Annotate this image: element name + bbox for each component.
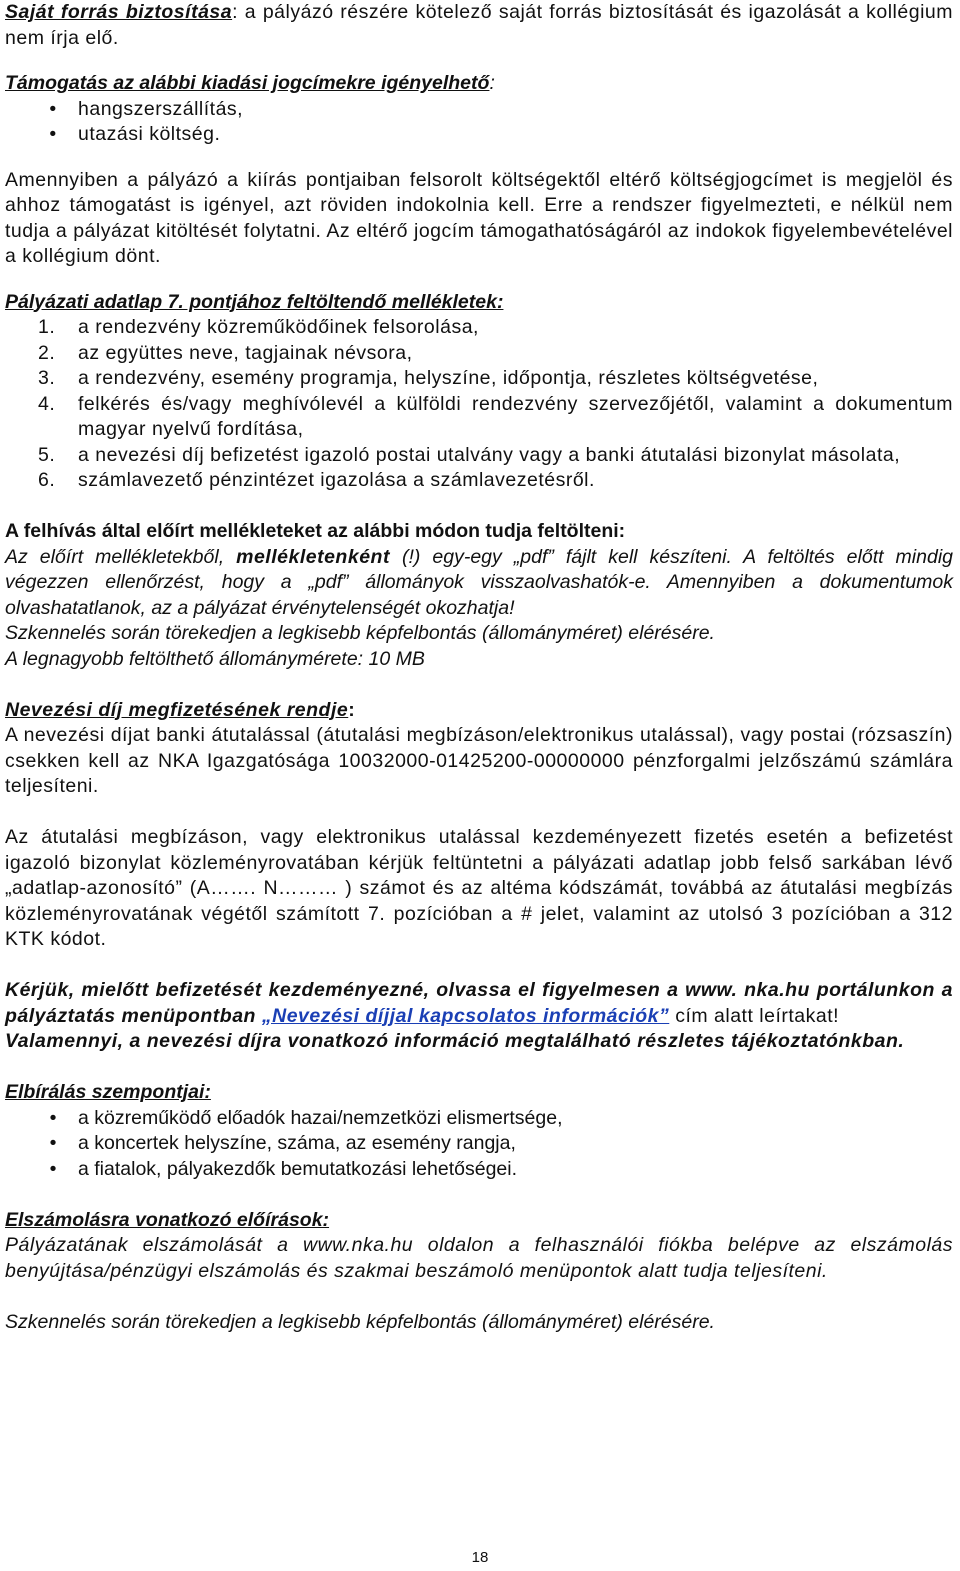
settlement-paragraph: Pályázatának elszámolását a www.nka.hu oldalon a felhasználói fiókba belépve az elszámolás benyújtása/pénzügyi elszámolás és szakmai beszámoló menüpontok alatt tudja teljesíteni. <box>5 1234 953 1282</box>
document-page <box>5 0 953 1335</box>
own-source-paragraph <box>5 0 953 51</box>
list-item: • a közreműködő előadók hazai/nemzetközi elismertsége, <box>5 1106 953 1132</box>
support-heading: Támogatás az alábbi kiadási jogcímekre igényelhető <box>5 72 490 94</box>
read-more-line-2: Valamennyi, a nevezési díjra vonatkozó információ megtalálható részletes tájékoztatónkban. <box>5 1030 905 1052</box>
bullet-icon: • <box>49 97 57 120</box>
upload-heading: A felhívás által előírt mellékleteket az alábbi módon tudja feltölteni: <box>5 520 626 542</box>
read-more-paragraph: Kérjük, mielőtt befizetését kezdeményezné, olvassa el figyelmesen a www. nka.hu portálunkon a pályáztatás menüpontban „Nevezési díjjal kapcsolatos információk” cím alatt leírtakat! <box>5 979 953 1027</box>
attachments-heading: Pályázati adatlap 7. pontjához feltöltendő mellékletek: <box>5 290 504 313</box>
fee-paragraph-2: Az átutalási megbízáson, vagy elektronikus utalással kezdeményezett fizetés esetén a befizetést igazoló bizonylat közleményrovatában kérjük feltüntetni a pályázati adatlap jobb felső sarkában lévő „adatlap-azonosító” (A……. N……… ) számot és az altéma kódszámát, továbbá az átutalási megbízás közleményrovatának végétől számított 7. pozícióban a # jelet, valamint az utolsó 3 pozícióban a 312 KTK kódot. <box>5 826 953 950</box>
page-number: 18 <box>471 1549 489 1566</box>
upload-scan-note: Szkennelés során törekedjen a legkisebb képfelbontás (állományméret) elérésére. <box>5 622 715 644</box>
settlement-heading: Elszámolásra vonatkozó előírások: <box>5 1208 330 1231</box>
fee-heading: Nevezési díj megfizetésének rendje <box>5 698 349 721</box>
list-item: • a fiatalok, pályakezdők bemutatkozási lehetőségei. <box>5 1157 953 1183</box>
list-item: 2. az együttes neve, tagjainak névsora, <box>38 341 413 364</box>
bullet-icon: • <box>49 1106 57 1129</box>
own-source-label: Saját forrás biztosítása <box>5 1 233 23</box>
bullet-icon: • <box>49 123 57 145</box>
support-heading-suffix: : <box>489 72 495 94</box>
bullet-icon: • <box>49 1157 57 1180</box>
fee-info-link[interactable]: „Nevezési díjjal kapcsolatos információk” <box>261 1004 670 1027</box>
fee-paragraph-1: A nevezési díjat banki átutalással (átutalási megbízáson/elektronikus utalással), vagy postai (rózsaszín) csekken kell az NKA Igazgatósága 10032000-01425200-00000000 pénzforgalmi jelzőszámú számlára teljesíteni. <box>5 724 953 797</box>
list-item: • a koncertek helyszíne, száma, az esemény rangja, <box>5 1131 953 1157</box>
upload-max-size: A legnagyobb feltölthető állománymérete: 10 MB <box>5 647 425 670</box>
attachments-list <box>5 315 953 494</box>
upload-instructions: Az előírt mellékletekből, mellékletenként (!) egy-egy „pdf” fájlt kell készíteni. A feltöltés előtt mindig végezzen ellenőrzést, hogy a „pdf” állományok visszaolvashatók-e. Amennyiben a dokumentumok olvashatatlanok, az a pályázat érvénytelenségét okozhatja! <box>5 545 953 619</box>
support-heading-line <box>5 71 953 97</box>
list-item: 6. számlavezető pénzintézet igazolása a számlavezetésről. <box>38 469 595 491</box>
list-item: 4. felkérés és/vagy meghívólevél a külföldi rendezvény szervezőjétől, valamint a dokumentum magyar nyelvű fordítása, <box>38 392 953 440</box>
list-item: 5. a nevezési díj befizetést igazoló postai utalvány vagy a banki átutalási bizonylat másolata, <box>38 443 901 466</box>
list-item: 3. a rendezvény, esemény programja, helyszíne, időpontja, részletes költségvetése, <box>38 367 819 389</box>
bullet-icon: • <box>49 1132 57 1154</box>
other-costs-paragraph: Amennyiben a pályázó a kiírás pontjaiban felsorolt költségektől eltérő költségjogcímet is megjelöl és ahhoz támogatást is igényel, azt röviden indokolnia kell. Erre a rendszer figyelmezteti, e nélkül nem tudja a pályázat kitöltését folytatni. Az eltérő jogcím támogathatóságáról az indokok figyelembevételével a kollégium dönt. <box>5 168 953 267</box>
list-item: • hangszerszállítás, <box>5 97 953 123</box>
evaluation-heading: Elbírálás szempontjai: <box>5 1081 211 1103</box>
list-item: 1. a rendezvény közreműködőinek felsorolása, <box>38 316 479 338</box>
evaluation-list <box>5 1106 953 1183</box>
fee-heading-line: Nevezési díj megfizetésének rendje: <box>5 698 355 721</box>
settlement-scan-note: Szkennelés során törekedjen a legkisebb képfelbontás (állományméret) elérésére. <box>5 1310 715 1333</box>
list-item: • utazási költség. <box>5 122 953 148</box>
own-source-text: : a pályázó részére kötelező saját forrás biztosítását és igazolását a kollégium nem írja elő. <box>5 1 953 49</box>
support-list <box>5 97 953 148</box>
